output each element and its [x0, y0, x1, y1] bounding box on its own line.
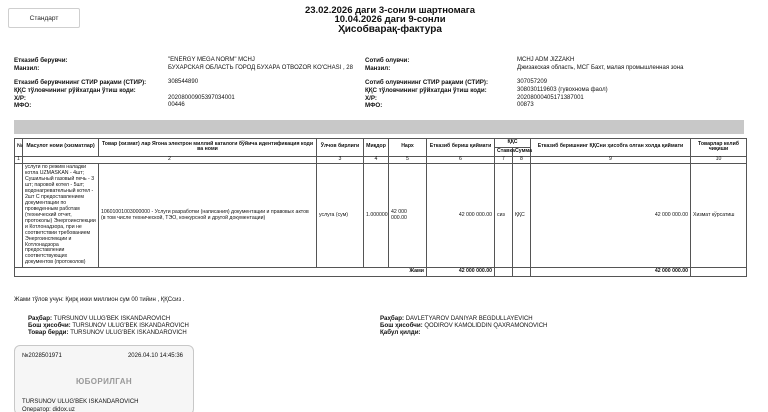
signature-label: Раҳбар: [380, 315, 405, 322]
row-no [15, 163, 23, 267]
col-number: 8 [513, 156, 531, 163]
total-with-vat: 42 000 000.00 [531, 268, 691, 277]
col-header-name: Масулот номи (хизматлар) [23, 139, 99, 157]
buyer-account-label: Х/Р: [365, 95, 377, 102]
signature-label: Товар берди: [28, 329, 69, 336]
supplier-mfo: 00446 [168, 102, 185, 108]
buyer-account: 20208000405171387001 [517, 95, 584, 101]
col-header-vat-sum: Сумма [513, 147, 531, 156]
buyer-tin-label: Сотиб олувчининг СТИР рақами (СТИР): [365, 79, 489, 86]
signature-label: Бош ҳисобчи: [380, 322, 423, 329]
signature-label: Раҳбар: [28, 315, 53, 322]
row-price: 42 000 000.00 [389, 163, 427, 267]
supplier-name-label: Етказиб берувчи: [14, 57, 68, 64]
row-product-name: услуги по режим наладки котла UZMASKAN - 4шт; Сушильный газовый печь - 3 шт; паровой котел - 5шт; водонагревательный котел - 2шт С предоставлением документации по проведенным работам (технический отчет, протоколы) Энергоинспекции и Котлонадзора, при не соответствии требованием Энергоинспекции и Котлонадзора предоставлении соответствующих документов (протоколов) [23, 163, 99, 267]
total-vat-rate [495, 268, 513, 277]
row-unit: услуга (сум) [317, 163, 364, 267]
supplier-account: 20208000905397034001 [168, 95, 235, 101]
table-row [15, 163, 747, 267]
row-total-with-vat: 42 000 000.00 [531, 163, 691, 267]
signature-line [28, 329, 187, 337]
amount-in-words: Жами тўлов учун: Қирқ икки миллион сум 00 тийин , ҚҚСсиз . [14, 297, 185, 303]
supplier-address: БУХАРСКАЯ ОБЛАСТЬ ГОРОД БУХАРА OTBOZOR KO'CHASI , 28 [168, 65, 353, 71]
supplier-name: "ENERGY MEGA NORM" MCHJ [168, 57, 255, 63]
buyer-address: Джизакская область, МСГ Бахт, малая промышленная зона [517, 65, 684, 71]
buyer-vat-label: ҚҚС тўловчининг рўйхатдан ўтиш коди: [365, 87, 487, 94]
col-header-vat: ҚҚС [495, 139, 531, 148]
supplier-tin: 308544890 [168, 79, 199, 85]
signature-label: Қабул қилди: [380, 329, 421, 336]
contract-line: 23.02.2026 даги 3-сонли шартномага [304, 5, 476, 16]
stamp-number: №2028501971 [22, 353, 62, 359]
col-header-delivery-cost: Етказиб бериш қиймати [427, 139, 495, 157]
signature-value: TURSUNOV ULUG'BEK ISKANDAROVICH [70, 330, 187, 336]
toolbar-strip [14, 120, 744, 134]
col-header-vat-rate: Ставка [495, 147, 513, 156]
supplier-mfo-label: МФО: [14, 102, 32, 109]
col-header-total-with-vat: Етказиб беришнинг ҚҚСни ҳисобга олган холда қиймати [531, 139, 691, 157]
col-header-qty: Миқдор [364, 139, 389, 157]
total-row [15, 268, 747, 277]
supplier-vat-label: ҚҚС тўловчининг рўйхатдан ўтиш коди: [14, 87, 136, 94]
col-number: 9 [531, 156, 691, 163]
row-vat-rate: сиз [495, 163, 513, 267]
signature-value: TURSUNOV ULUG'BEK ISKANDAROVICH [72, 323, 189, 329]
supplier-tin-label: Етказиб берувчининг СТИР рақами (СТИР): [14, 79, 147, 86]
total-remark [691, 268, 747, 277]
col-header-no: № [15, 139, 23, 157]
stamp-datetime: 2026.04.10 14:45:36 [127, 353, 183, 359]
signature-value: QODIROV KAMOLIDDIN QAXRAMONOVICH [424, 323, 548, 329]
row-remark: Хизмат кўрсатиш [691, 163, 747, 267]
buyer-vat: 308030119603 (гувохнома фаол) [517, 87, 608, 93]
col-number: 5 [389, 156, 427, 163]
signature-value: TURSUNOV ULUG'BEK ISKANDAROVICH [53, 316, 171, 322]
col-header-unit: Ўлчов бирлиги [317, 139, 364, 157]
col-number: 3 [317, 156, 364, 163]
col-number: 7 [495, 156, 513, 163]
e-signature-stamp [14, 345, 194, 412]
total-vat-sum [513, 268, 531, 277]
stamp-operator: Оператор: didox.uz [22, 407, 75, 412]
stamp-person: TURSUNOV ULUG'BEK ISKANDAROVICH [22, 399, 139, 405]
standard-button[interactable]: Стандарт [8, 8, 80, 28]
col-number: 1 [15, 156, 23, 163]
buyer-mfo-label: МФО: [365, 102, 383, 109]
invoice-number-line: 10.04.2026 даги 9-сонли [334, 14, 446, 25]
row-catalog-code: 10601001003000000 - Услуги разработки (написания) документации и правовых актов (в том числе технической, ТЭО, конкурсной и другой документации) [99, 163, 317, 267]
col-number: 4 [364, 156, 389, 163]
document-title: Ҳисобварақ-фактура [338, 24, 442, 35]
col-header-remark: Товарлар келиб чиқиши [691, 139, 747, 157]
row-qty: 1.000000 [364, 163, 389, 267]
column-number-row [15, 156, 747, 163]
buyer-mfo: 00873 [517, 102, 534, 108]
row-delivery-cost: 42 000 000.00 [427, 163, 495, 267]
buyer-address-label: Манзил: [365, 65, 391, 72]
col-header-price: Нарх [389, 139, 427, 157]
supplier-account-label: Х/Р: [14, 95, 26, 102]
col-header-catalog: Товар (хизмат) лар Ягона электрон миллий каталоги бўйича идентификация коди ва номи [99, 139, 317, 157]
table-header-row [15, 139, 747, 148]
row-vat-sum: ҚҚС [513, 163, 531, 267]
stamp-status: ЮБОРИЛГАН [75, 377, 133, 386]
signature-line [380, 329, 421, 337]
col-number: 10 [691, 156, 747, 163]
invoice-table [14, 138, 747, 277]
total-label: Жами [15, 268, 427, 277]
signature-label: Бош ҳисобчи: [28, 322, 71, 329]
buyer-name: MCHJ ADM JIZZAKH [517, 57, 575, 63]
buyer-tin: 307057209 [517, 79, 548, 85]
signature-value: DAVLETYAROV DANIYAR BEGDULLAYEVICH [405, 316, 533, 322]
total-delivery-cost: 42 000 000.00 [427, 268, 495, 277]
buyer-name-label: Сотиб олувчи: [365, 57, 410, 64]
supplier-address-label: Манзил: [14, 65, 40, 72]
col-number: 2 [23, 156, 317, 163]
col-number: 6 [427, 156, 495, 163]
